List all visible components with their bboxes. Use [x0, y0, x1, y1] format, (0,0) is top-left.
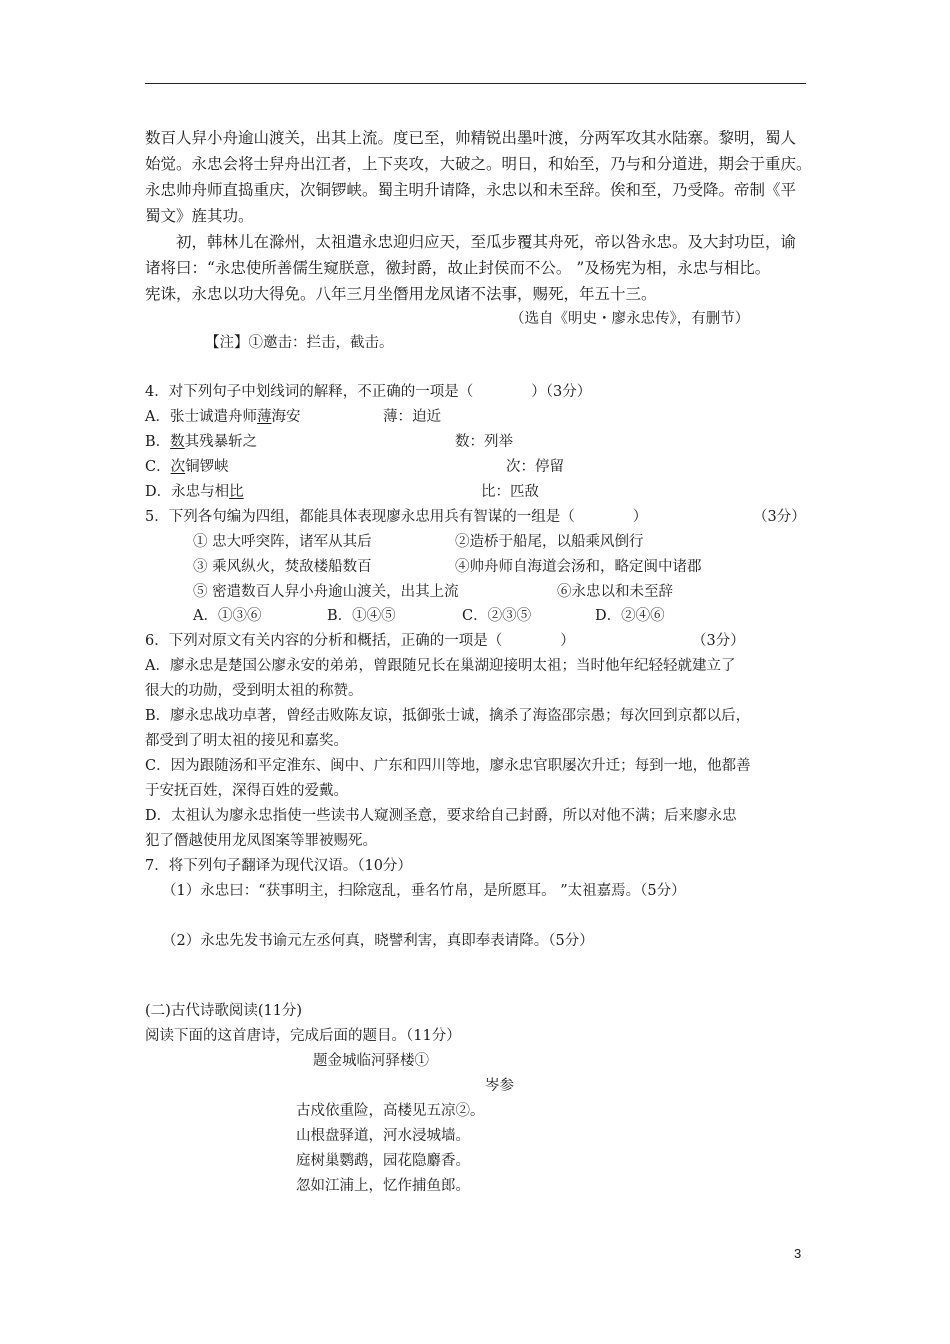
q6-option-d: D．太祖认为廖永忠指使一些读书人窥测圣意，要求给自己封爵，所以对他不满；后来廖永忠: [145, 808, 737, 824]
q7-sentence-2: （2）永忠先发书谕元左丞何真，晓譬利害，真即奉表请降。（5分）: [162, 933, 594, 949]
passage-line: 诸将曰：“永忠使所善儒生窥朕意，徼封爵，故止封侯而不公。 ”及杨宪为相，永忠与相比。: [145, 259, 771, 277]
poem-line: 忽如江浦上，忆作捕鱼郎。: [296, 1178, 470, 1194]
poem-line: 庭树巢鹦鹉，园花隐麝香。: [296, 1153, 470, 1169]
q6-option-a: A．廖永忠是楚国公廖永安的弟弟，曾跟随兄长在巢湖迎接明太祖；当时他年纪轻轻就建立了: [145, 658, 736, 674]
q5-stem: 5．下列各句编为四组，都能具体表现廖永忠用兵有智谋的一组是（ ）: [145, 509, 648, 525]
q4-option-a: A．张士诚遣舟师薄海安: [145, 409, 301, 425]
passage-line: 初，韩林儿在滁州，太祖遣永忠迎归应天，至瓜步覆其舟死，帝以咎永忠。及大封功臣，谕: [176, 233, 797, 251]
q5-option-a: A．①③⑥: [193, 608, 262, 624]
passage-line: 蜀文》旌其功。: [145, 207, 254, 225]
q7-sentence-1: （1）永忠曰：“获事明主，扫除寇乱，垂名竹帛，是所愿耳。 ”太祖嘉焉。（5分）: [162, 883, 686, 899]
q4-stem: 4．对下列句子中划线词的解释，不正确的一项是（ ）（3分）: [145, 384, 592, 400]
q5-item: ③ 乘风纵火，焚敌楼船数百: [193, 559, 372, 575]
header-rule: [145, 83, 806, 84]
q6-option-d-cont: 犯了僭越使用龙凤图案等罪被赐死。: [145, 833, 377, 849]
q4-option-c: C．次铜锣峡: [145, 459, 229, 475]
q4-option-b-definition: 数：列举: [455, 434, 513, 450]
q6-score: （3分）: [692, 633, 745, 649]
passage-line: 宪诛，永忠以功大得免。八年三月坐僭用龙凤诸不法事，赐死，年五十三。: [145, 285, 657, 303]
poetry-section-title: (二)古代诗歌阅读(11分): [145, 1003, 303, 1019]
poem-author: 岑参: [485, 1078, 514, 1094]
q5-option-c: C．②③⑤: [462, 608, 532, 624]
q5-option-d: D．②④⑥: [595, 608, 665, 624]
q5-item: ① 忠大呼突阵，诸军从其后: [193, 534, 372, 550]
passage-line: 永忠帅舟师直捣重庆，次铜锣峡。蜀主明升请降，永忠以和未至辞。俟和至，乃受降。帝制《平: [145, 181, 797, 199]
q4-option-b: B．数其残暴斩之: [145, 434, 258, 450]
q6-option-c: C．因为跟随汤和平定淮东、闽中、广东和四川等地，廖永忠官职屡次升迁；每到一地，他都善: [145, 758, 751, 774]
q6-option-c-cont: 于安抚百姓，深得百姓的爱戴。: [145, 783, 348, 799]
q4-option-d: D．永忠与相比: [145, 484, 244, 500]
q6-stem: 6．下列对原文有关内容的分析和概括，正确的一项是（ ）: [145, 633, 575, 649]
underlined-word: 数: [170, 434, 185, 450]
q4-option-c-definition: 次：停留: [506, 459, 564, 475]
passage-line: 数百人舁小舟逾山渡关，出其上流。度已至，帅精锐出墨叶渡，分两军攻其水陆寨。黎明，蜀人: [145, 129, 797, 147]
poem-line: 古戍依重险，高楼见五凉②。: [296, 1103, 485, 1119]
q5-item: ⑥永忠以和未至辞: [557, 584, 673, 600]
poem-title: 题金城临河驿楼①: [313, 1053, 429, 1069]
q6-option-b-cont: 都受到了明太祖的接见和嘉奖。: [145, 733, 348, 749]
underlined-word: 薄: [256, 409, 272, 425]
underlined-word: 比: [229, 484, 244, 500]
passage-source: （选自《明史・廖永忠传》，有删节）: [510, 311, 750, 327]
q7-stem: 7．将下列句子翻译为现代汉语。（10分）: [145, 858, 412, 874]
q5-item: ⑤ 密遣数百人舁小舟逾山渡关，出其上流: [193, 584, 459, 600]
q6-option-a-cont: 很大的功勋，受到明太祖的称赞。: [145, 683, 363, 699]
q5-item: ④帅舟师自海道会汤和，略定闽中诸郡: [455, 559, 702, 575]
passage-note: 【注】①邀击：拦击，截击。: [205, 335, 394, 351]
q5-item: ②造桥于船尾，以船乘风倒行: [455, 534, 644, 550]
q4-option-d-definition: 比：匹敌: [481, 484, 539, 500]
q4-option-a-definition: 薄：迫近: [383, 409, 441, 425]
poem-line: 山根盘驿道，河水浸城墙。: [296, 1128, 470, 1144]
underlined-word: 次: [170, 459, 186, 475]
q5-score: （3分）: [753, 509, 806, 525]
page-number: 3: [794, 1246, 802, 1261]
q5-option-b: B．①④⑤: [327, 608, 396, 624]
q6-option-b: B．廖永忠战功卓著，曾经击败陈友谅，抵御张士诚，擒杀了海盗邵宗愚；每次回到京都以后，: [145, 708, 751, 724]
passage-line: 始觉。永忠会将士舁舟出江者，上下夹攻，大破之。明日，和始至，乃与和分道进，期会于重庆。: [145, 155, 812, 173]
poetry-instruction: 阅读下面的这首唐诗，完成后面的题目。（11分）: [145, 1028, 461, 1044]
